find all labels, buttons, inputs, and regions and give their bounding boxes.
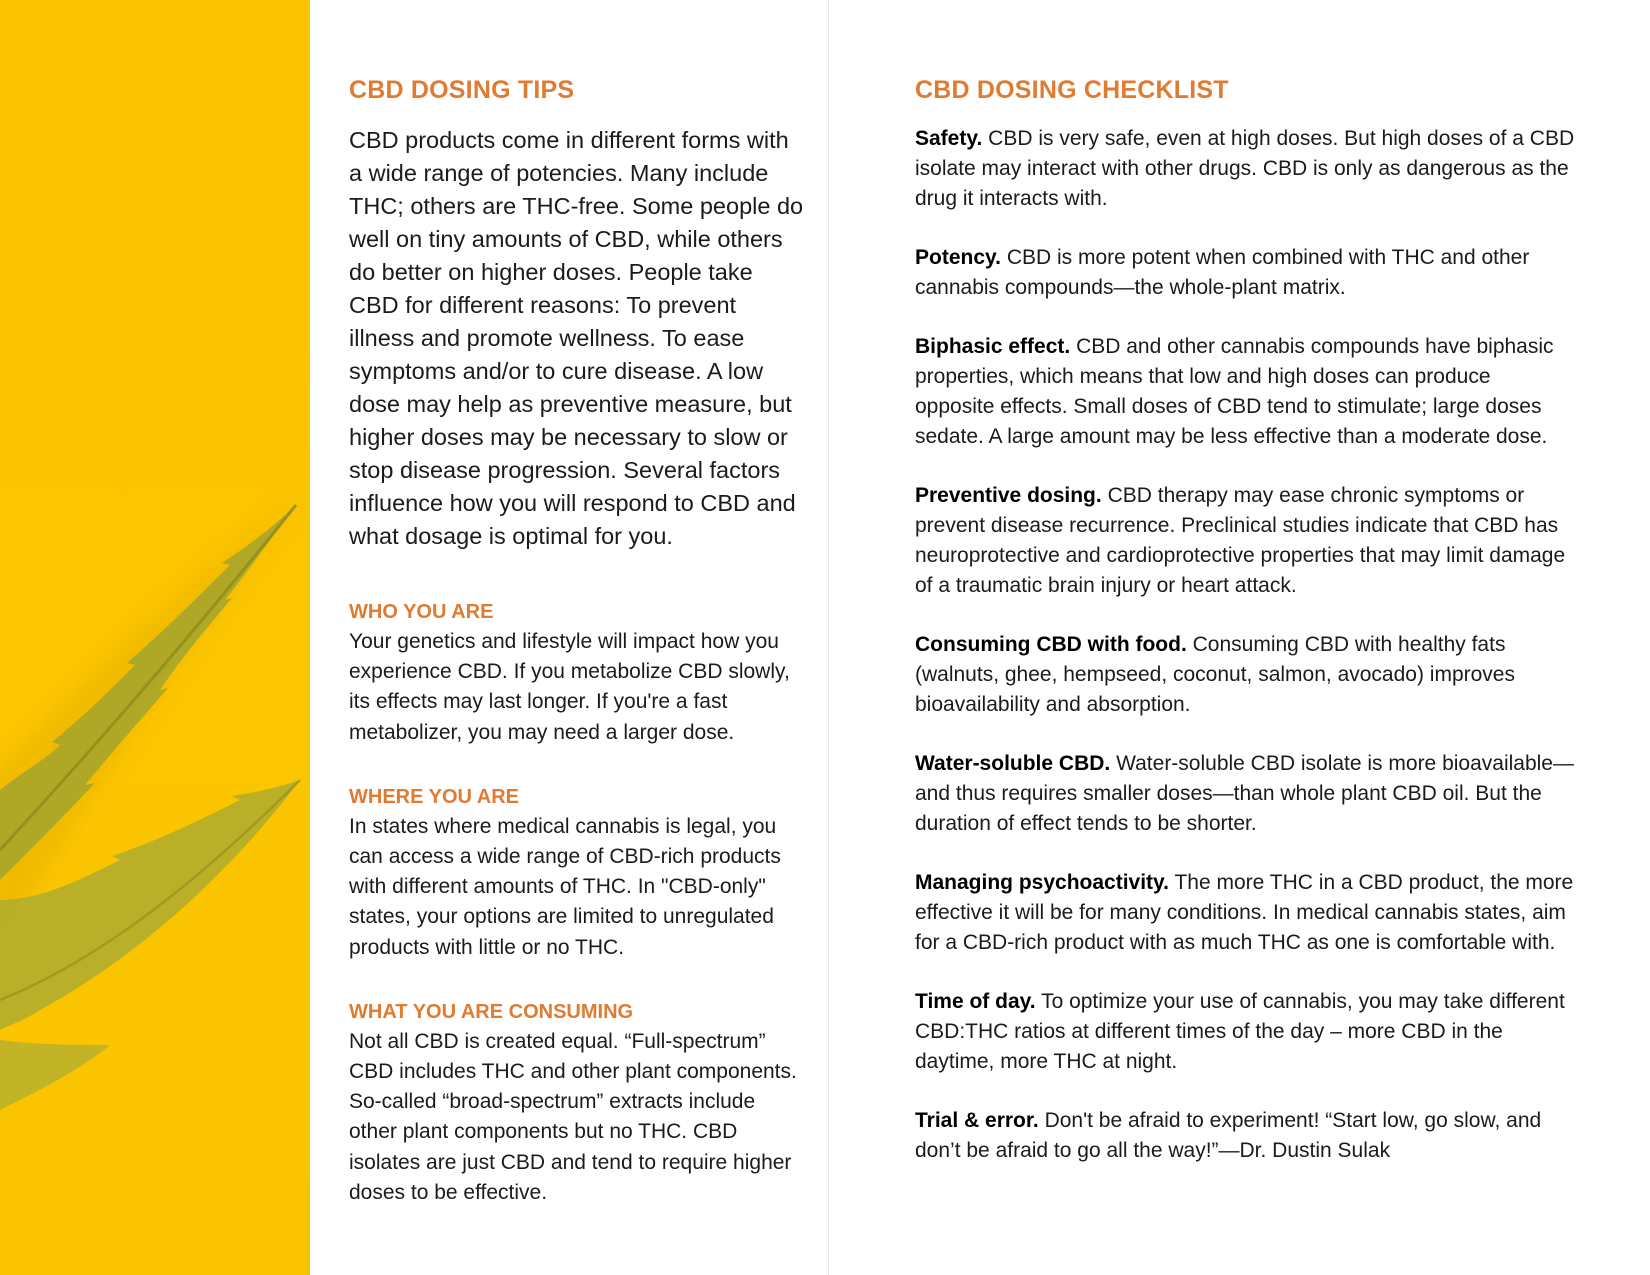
checklist-term: Potency. bbox=[915, 246, 1001, 269]
checklist-term: Managing psychoactivity. bbox=[915, 871, 1169, 894]
section-text: In states where medical cannabis is legal, you can access a wide range of CBD-rich products with different amounts of THC. In "CBD-only" states, your options are limited to unregulated products with little or no THC. bbox=[349, 814, 781, 959]
section-heading: WHO YOU ARE bbox=[349, 601, 494, 623]
dosing-tips-title: CBD DOSING TIPS bbox=[349, 76, 575, 104]
section-where-you-are bbox=[349, 782, 804, 963]
checklist-term: Trial & error. bbox=[915, 1109, 1039, 1132]
checklist-text: CBD and other cannabis compounds have biphasic properties, which means that low and high doses can produce opposite effects. Small doses of CBD tend to stimulate; large doses sedate. A large amount may be less effective than a moderate dose. bbox=[915, 335, 1554, 448]
section-heading: WHERE YOU ARE bbox=[349, 785, 520, 808]
checklist-item-safety bbox=[915, 124, 1575, 214]
checklist-item-water-soluble bbox=[915, 749, 1575, 839]
checklist-item-preventive-dosing bbox=[915, 481, 1575, 601]
checklist-text: CBD is very safe, even at high doses. But high doses of a CBD isolate may interact with other drugs. CBD is only as dangerous as the drug it interacts with. bbox=[915, 127, 1575, 210]
checklist-text: CBD therapy may ease chronic symptoms or prevent disease recurrence. Preclinical studies indicate that CBD has neuroprotective and cardioprotective properties that may limit damage of a traumatic brain injury or heart attack. bbox=[915, 484, 1566, 597]
checklist-text: Don't be afraid to experiment! “Start low, go slow, and don’t be afraid to go all the way!”—Dr. Dustin Sulak bbox=[915, 1109, 1542, 1162]
yellow-side-band bbox=[0, 0, 310, 1275]
section-text: Not all CBD is created equal. “Full-spectrum” CBD includes THC and other plant components. So-called “broad-spectrum” extracts include other plant components but no THC. CBD isolates are just CBD and tend to require higher doses to be effective. bbox=[349, 1029, 797, 1204]
checklist-term: Time of day. bbox=[915, 990, 1036, 1013]
checklist-item-time-of-day bbox=[915, 987, 1575, 1077]
section-heading: WHAT YOU ARE CONSUMING bbox=[349, 1000, 634, 1023]
checklist-text: To optimize your use of cannabis, you may take different CBD:THC ratios at different times of the day – more CBD in the daytime, more THC at night. bbox=[915, 990, 1565, 1073]
checklist-term: Safety. bbox=[915, 127, 983, 150]
dosing-tips-intro: CBD products come in different forms with a wide range of potencies. Many include THC; others are THC-free. Some people do well on tiny amounts of CBD, while others do better on higher doses. People take CBD for different reasons: To prevent illness and promote wellness. To ease symptoms and/or to cure disease. A low dose may help as preventive measure, but higher doses may be necessary to slow or stop disease progression. Several factors influence how you will respond to CBD and what dosage is optimal for you. bbox=[349, 127, 804, 549]
checklist-term: Preventive dosing. bbox=[915, 484, 1102, 507]
checklist-item-consuming-with-food bbox=[915, 630, 1575, 720]
section-text: Your genetics and lifestyle will impact how you experience CBD. If you metabolize CBD slowly, its effects may last longer. If you're a fast metabolizer, you may need a larger dose. bbox=[349, 630, 790, 744]
checklist-text: CBD is more potent when combined with THC and other cannabis compounds—the whole-plant matrix. bbox=[915, 246, 1530, 299]
checklist-text: The more THC in a CBD product, the more effective it will be for many conditions. In medical cannabis states, aim for a CBD-rich product with as much THC as one is comfortable with. bbox=[915, 871, 1574, 954]
checklist-item-trial-and-error bbox=[915, 1106, 1575, 1166]
cannabis-leaf-icon bbox=[0, 0, 310, 1275]
checklist-text: Consuming CBD with healthy fats (walnuts, ghee, hempseed, coconut, salmon, avocado) improves bioavailability and absorption. bbox=[915, 633, 1515, 716]
checklist-item-biphasic-effect bbox=[915, 332, 1575, 452]
dosing-tips-column bbox=[349, 72, 804, 1208]
section-what-you-are-consuming bbox=[349, 997, 804, 1208]
checklist-item-potency bbox=[915, 243, 1575, 303]
dosing-checklist-title: CBD DOSING CHECKLIST bbox=[915, 76, 1229, 104]
dosing-checklist-column bbox=[915, 72, 1575, 1195]
checklist-term: Consuming CBD with food. bbox=[915, 633, 1187, 656]
section-who-you-are bbox=[349, 597, 804, 748]
checklist-term: Water-soluble CBD. bbox=[915, 752, 1111, 775]
checklist-item-managing-psychoactivity bbox=[915, 868, 1575, 958]
column-divider bbox=[828, 0, 829, 1275]
checklist-text: Water-soluble CBD isolate is more bioavailable—and thus requires smaller doses—than whole plant CBD oil. But the duration of effect tends to be shorter. bbox=[915, 752, 1574, 835]
checklist-term: Biphasic effect. bbox=[915, 335, 1071, 358]
